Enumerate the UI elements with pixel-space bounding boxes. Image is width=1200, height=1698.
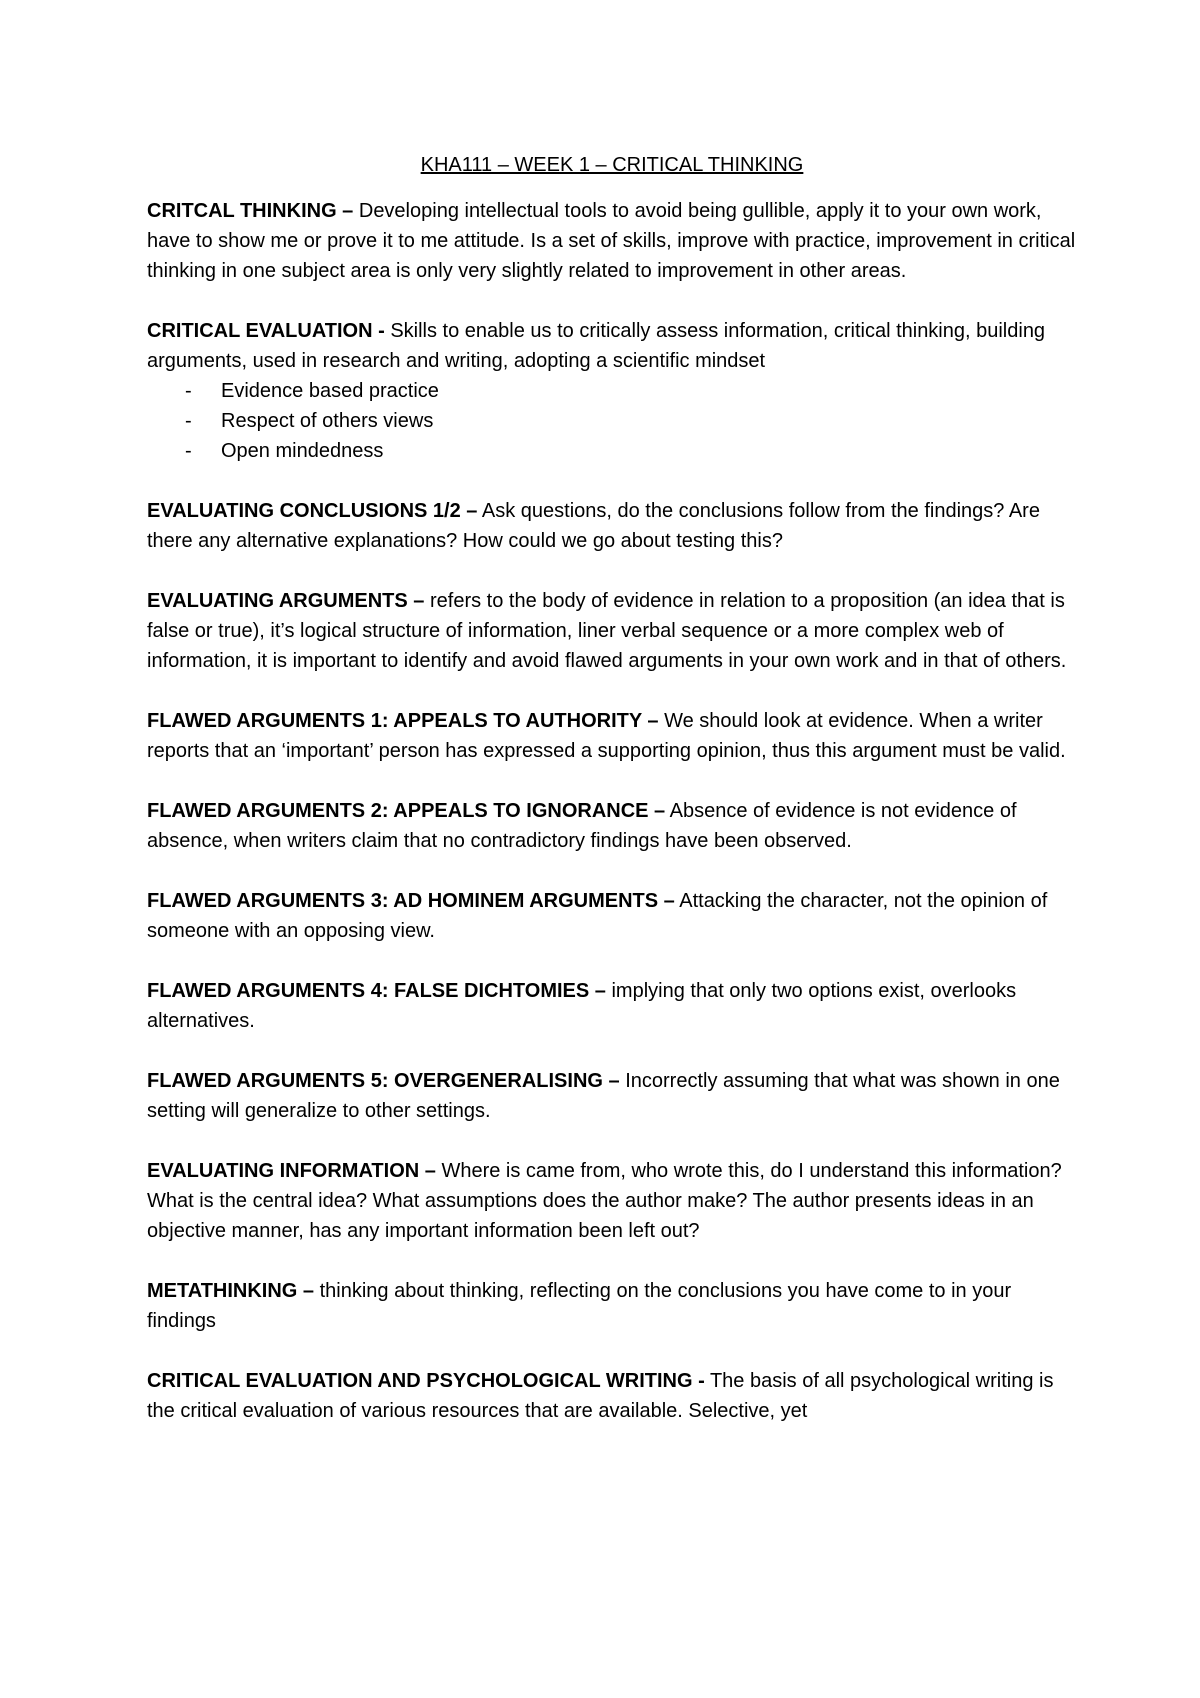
section-term: FLAWED ARGUMENTS 3: AD HOMINEM ARGUMENTS – <box>147 890 675 912</box>
list-item <box>147 436 1077 466</box>
section-text: Where is came from, who wrote this, do I understand this information? What is the central idea? What assumptions does the author make? The author presents ideas in an objective manner, has any important information been left out? <box>147 1160 1062 1242</box>
section-evaluating-information <box>147 1156 1077 1246</box>
section-flawed-arguments-1 <box>147 706 1077 766</box>
section-term: FLAWED ARGUMENTS 5: OVERGENERALISING – <box>147 1070 620 1092</box>
section-text: thinking about thinking, reflecting on the conclusions you have come to in your findings <box>147 1280 1012 1332</box>
list-item-text: Respect of others views <box>221 410 434 432</box>
section-critical-thinking <box>147 196 1077 286</box>
list-item <box>147 406 1077 436</box>
section-text: Developing intellectual tools to avoid being gullible, apply it to your own work, have to show me or prove it to me attitude. Is a set of skills, improve with practice, improvement in critical thinking in one subject area is only very slightly related to improvement in other areas. <box>147 200 1076 282</box>
section-text: Incorrectly assuming that what was shown in one setting will generalize to other settings. <box>147 1070 1060 1122</box>
critical-evaluation-list <box>147 376 1077 466</box>
section-flawed-arguments-5 <box>147 1066 1077 1126</box>
section-flawed-arguments-4 <box>147 976 1077 1036</box>
section-term: CRITICAL EVALUATION AND PSYCHOLOGICAL WRITING - <box>147 1370 705 1392</box>
list-item <box>147 376 1077 406</box>
dash-bullet-icon: - <box>185 380 192 402</box>
section-text: The basis of all psychological writing is the critical evaluation of various resources that are available. Selective, yet <box>147 1370 1054 1422</box>
section-text: Skills to enable us to critically assess information, critical thinking, building arguments, used in research and writing, adopting a scientific mindset <box>147 320 1046 372</box>
section-flawed-arguments-3 <box>147 886 1077 946</box>
section-term: CRITICAL EVALUATION - <box>147 320 385 342</box>
section-critical-evaluation <box>147 316 1077 376</box>
section-text: refers to the body of evidence in relation to a proposition (an idea that is false or true), it’s logical structure of information, liner verbal sequence or a more complex web of information, it is important to identify and avoid flawed arguments in your own work and in that of others. <box>147 590 1067 672</box>
section-term: EVALUATING INFORMATION – <box>147 1160 436 1182</box>
section-evaluating-conclusions <box>147 496 1077 556</box>
section-metathinking <box>147 1276 1077 1336</box>
section-text: implying that only two options exist, overlooks alternatives. <box>147 980 1017 1032</box>
document-title: KHA111 – WEEK 1 – CRITICAL THINKING <box>420 154 804 176</box>
section-text: Attacking the character, not the opinion of someone with an opposing view. <box>147 890 1048 942</box>
section-term: FLAWED ARGUMENTS 2: APPEALS TO IGNORANCE – <box>147 800 666 822</box>
section-term: EVALUATING ARGUMENTS – <box>147 590 425 612</box>
dash-bullet-icon: - <box>185 410 192 432</box>
section-text: Ask questions, do the conclusions follow from the findings? Are there any alternative explanations? How could we go about testing this? <box>147 500 1040 552</box>
section-term: EVALUATING CONCLUSIONS 1/2 – <box>147 500 478 522</box>
section-flawed-arguments-2 <box>147 796 1077 856</box>
list-item-text: Open mindedness <box>221 440 384 462</box>
section-text: We should look at evidence. When a writer reports that an ‘important’ person has expressed a supporting opinion, thus this argument must be valid. <box>147 710 1066 762</box>
section-term: FLAWED ARGUMENTS 4: FALSE DICHTOMIES – <box>147 980 606 1002</box>
section-term: FLAWED ARGUMENTS 1: APPEALS TO AUTHORITY – <box>147 710 659 732</box>
section-term: CRITCAL THINKING – <box>147 200 354 222</box>
document-body <box>147 150 1077 1456</box>
list-item-text: Evidence based practice <box>221 380 439 402</box>
section-evaluating-arguments <box>147 586 1077 676</box>
section-text: Absence of evidence is not evidence of absence, when writers claim that no contradictory findings have been observed. <box>147 800 1017 852</box>
dash-bullet-icon: - <box>185 440 192 462</box>
section-critical-evaluation-psych-writing <box>147 1366 1077 1426</box>
section-term: METATHINKING – <box>147 1280 315 1302</box>
